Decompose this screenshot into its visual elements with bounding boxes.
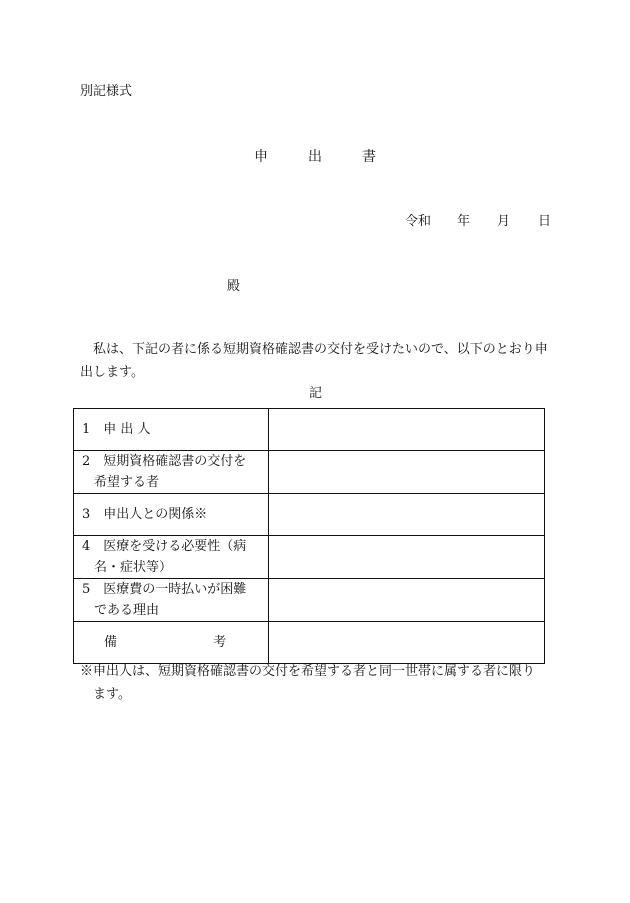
table-row (74, 494, 545, 536)
row-label-line1: 4 医療を受ける必要性（病 (82, 539, 247, 554)
row-label (74, 536, 269, 579)
row-label-line1: 1 申 出 人 (82, 422, 151, 437)
footnote-line2: ます。 (93, 687, 131, 702)
row-label-line1: 3 申出人との関係※ (82, 507, 208, 522)
remarks-char-2: 考 (213, 635, 227, 650)
document-title: 申 出 書 (254, 149, 389, 165)
row-label (74, 451, 269, 494)
table-row (74, 451, 545, 494)
ki-heading: 記 (309, 386, 323, 401)
date-era: 令和 (405, 214, 432, 229)
table-row (74, 409, 545, 451)
medical-need-value-cell[interactable] (268, 536, 544, 579)
table-row (74, 622, 545, 664)
relationship-value-cell[interactable] (268, 494, 544, 536)
form-label: 別記様式 (80, 84, 133, 99)
application-table (73, 408, 545, 664)
date-year: 年 (457, 214, 471, 229)
addressee-suffix: 殿 (227, 279, 241, 294)
row-label-line2: 名・症状等） (94, 560, 173, 575)
table-row (74, 536, 545, 579)
row-label-line2: 希望する者 (94, 475, 160, 490)
row-label (74, 494, 269, 536)
applicant-value-cell[interactable] (268, 409, 544, 451)
target-person-value-cell[interactable] (268, 451, 544, 494)
payment-difficulty-value-cell[interactable] (268, 579, 544, 622)
date-day: 日 (538, 214, 552, 229)
footnote-line1: ※申出人は、短期資格確認書の交付を希望する者と同一世帯に属する者に限り (80, 664, 536, 679)
footnote (80, 660, 555, 706)
row-label-line1: 5 医療費の一時払いが困難 (82, 582, 247, 597)
remarks-char-1: 備 (104, 635, 118, 650)
table-row (74, 579, 545, 622)
remarks-value-cell[interactable] (268, 622, 544, 664)
remarks-label (74, 622, 269, 664)
row-label-line1: 2 短期資格確認書の交付を (82, 454, 247, 469)
body-text: 私は、下記の者に係る短期資格確認書の交付を受けたいので、以下のとおり申出します。 (80, 342, 548, 380)
row-label (74, 409, 269, 451)
row-label-line2: である理由 (94, 603, 160, 618)
row-label (74, 579, 269, 622)
date-month: 月 (497, 214, 511, 229)
date-line (405, 210, 551, 229)
